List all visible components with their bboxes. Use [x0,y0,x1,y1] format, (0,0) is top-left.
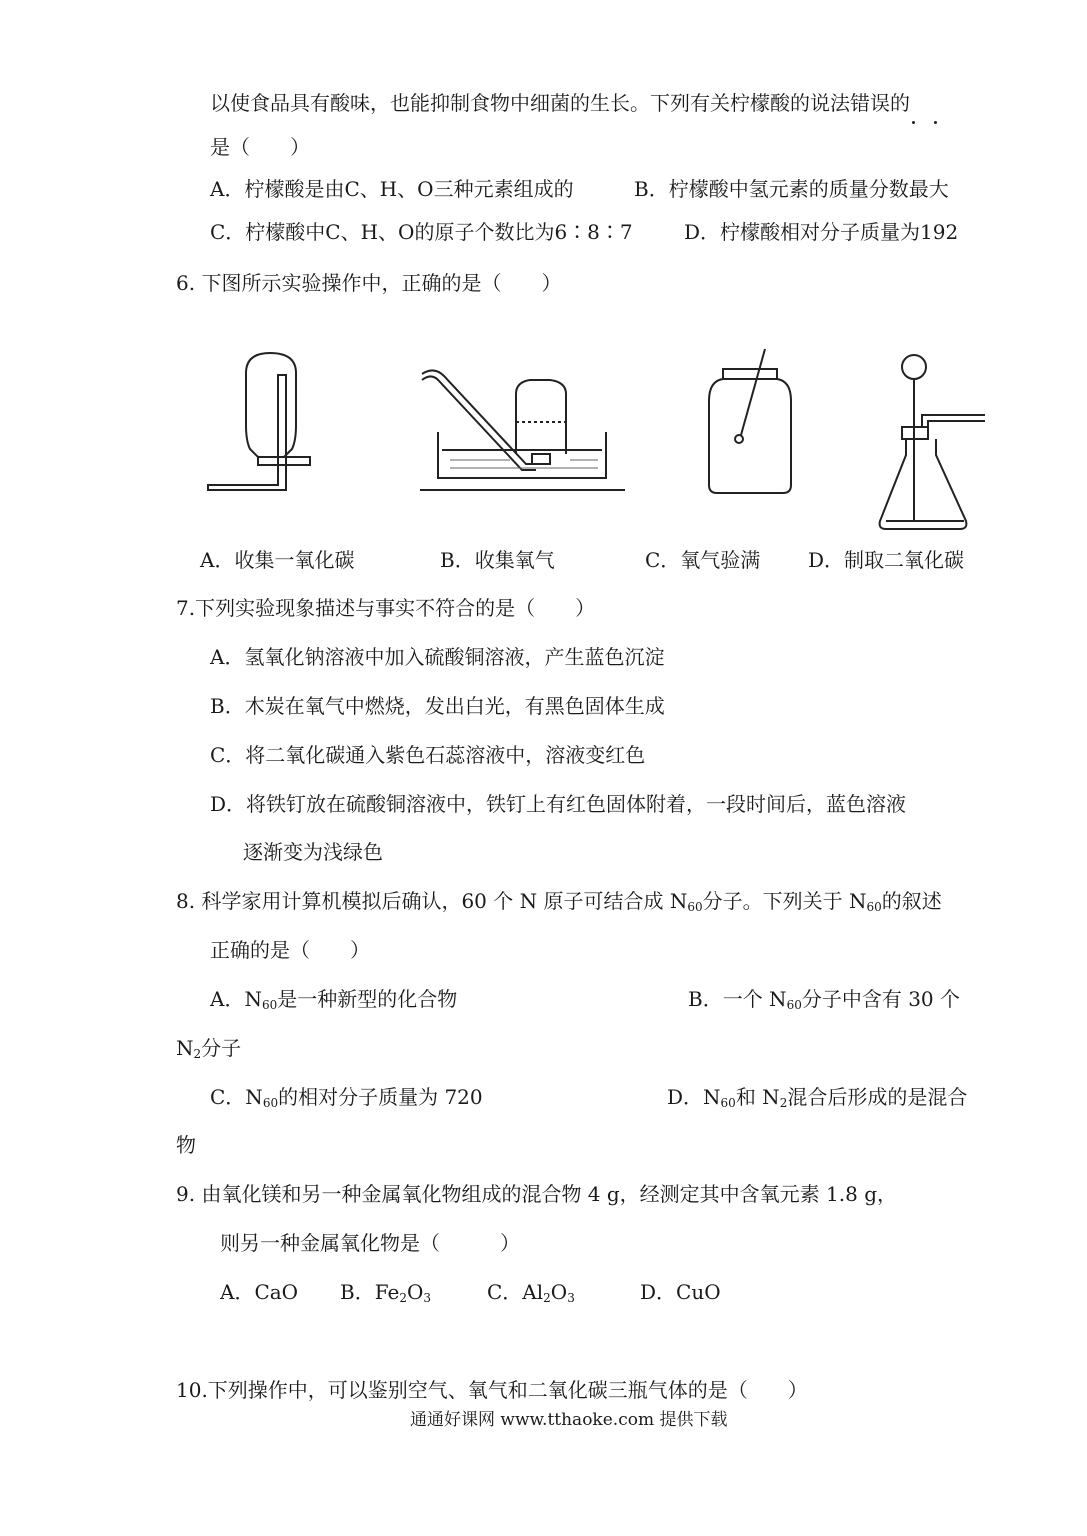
q6-label-a: A．收集一氧化碳 [200,548,355,572]
q8-option-b: B．一个 $N_{60}$分子中含有 30 个 [688,987,961,1012]
q8-option-c: C．$N_{60}$的相对分子质量为 720 [210,1085,483,1110]
q7-option-d-continued: 逐渐变为浅绿色 [243,840,383,864]
q7-option-d: D．将铁钉放在硫酸铜溶液中，铁钉上有红色固体附着，一段时间后，蓝色溶液 [210,792,907,816]
q9-option-b: B．$Fe_2O_3$ [340,1280,432,1305]
q5-line2: 是（ ） [210,135,310,159]
q5-option-c: C．柠檬酸中C、H、O的原子个数比为6∶8∶7 [210,220,633,244]
q8-option-d: D．$N_{60}$和 $N_2$混合后形成的是混合 [667,1085,968,1110]
q7-option-c: C．将二氧化碳通入紫色石蕊溶液中，溶液变红色 [210,743,646,767]
figure-c-oxygen-full-test [705,345,795,500]
q8-option-d-continued: 物 [176,1133,196,1157]
q6-stem: 6. 下图所示实验操作中，正确的是（ ） [176,271,562,295]
q5-option-b: B．柠檬酸中氢元素的质量分数最大 [634,177,949,201]
q8-option-b-continued: $N_2$分子 [176,1036,242,1061]
figure-a-collect-co [200,345,340,500]
q9-option-d: D．CuO [640,1280,721,1304]
q9-option-a: A．CaO [220,1280,299,1304]
q5-line1: 以使食品具有酸味，也能抑制食物中细菌的生长。下列有关柠檬酸的说法错误的 [210,91,910,115]
q8-stem: 8. 科学家用计算机模拟后确认，60 个 N 原子可结合成 $N_{60}$分子。下列关于 $N_{60}$的叙述 [176,889,942,914]
q6-label-d: D．制取二氧化碳 [808,548,965,572]
q7-stem: 7.下列实验现象描述与事实不符合的是（ ） [176,596,596,620]
q5-option-a: A．柠檬酸是由C、H、O三种元素组成的 [210,177,574,201]
q9-stem-continued: 则另一种金属氧化物是（ ） [220,1231,520,1255]
q6-label-b: B．收集氧气 [440,548,555,572]
q8-option-a: A．$N_{60}$是一种新型的化合物 [210,987,458,1012]
q8-stem-continued: 正确的是（ ） [210,938,370,962]
q7-option-a: A．氢氧化钠溶液中加入硫酸铜溶液，产生蓝色沉淀 [210,645,665,669]
figure-d-prepare-co2 [870,345,990,535]
emphasis-dot [912,121,915,124]
page-footer: 通通好课网 www.tthaoke.com 提供下载 [410,1410,728,1430]
q9-stem: 9. 由氧化镁和另一种金属氧化物组成的混合物 4 g，经测定其中含氧元素 1.8 g， [176,1182,898,1206]
emphasis-dot [934,121,937,124]
figure-b-collect-oxygen [420,360,630,500]
q7-option-b: B．木炭在氧气中燃烧，发出白光，有黑色固体生成 [210,694,665,718]
q5-option-d: D．柠檬酸相对分子质量为192 [684,220,959,244]
q6-label-c: C．氧气验满 [645,548,761,572]
q9-option-c: C．$Al_2O_3$ [487,1280,575,1305]
q10-stem: 10.下列操作中，可以鉴别空气、氧气和二氧化碳三瓶气体的是（ ） [176,1378,808,1402]
